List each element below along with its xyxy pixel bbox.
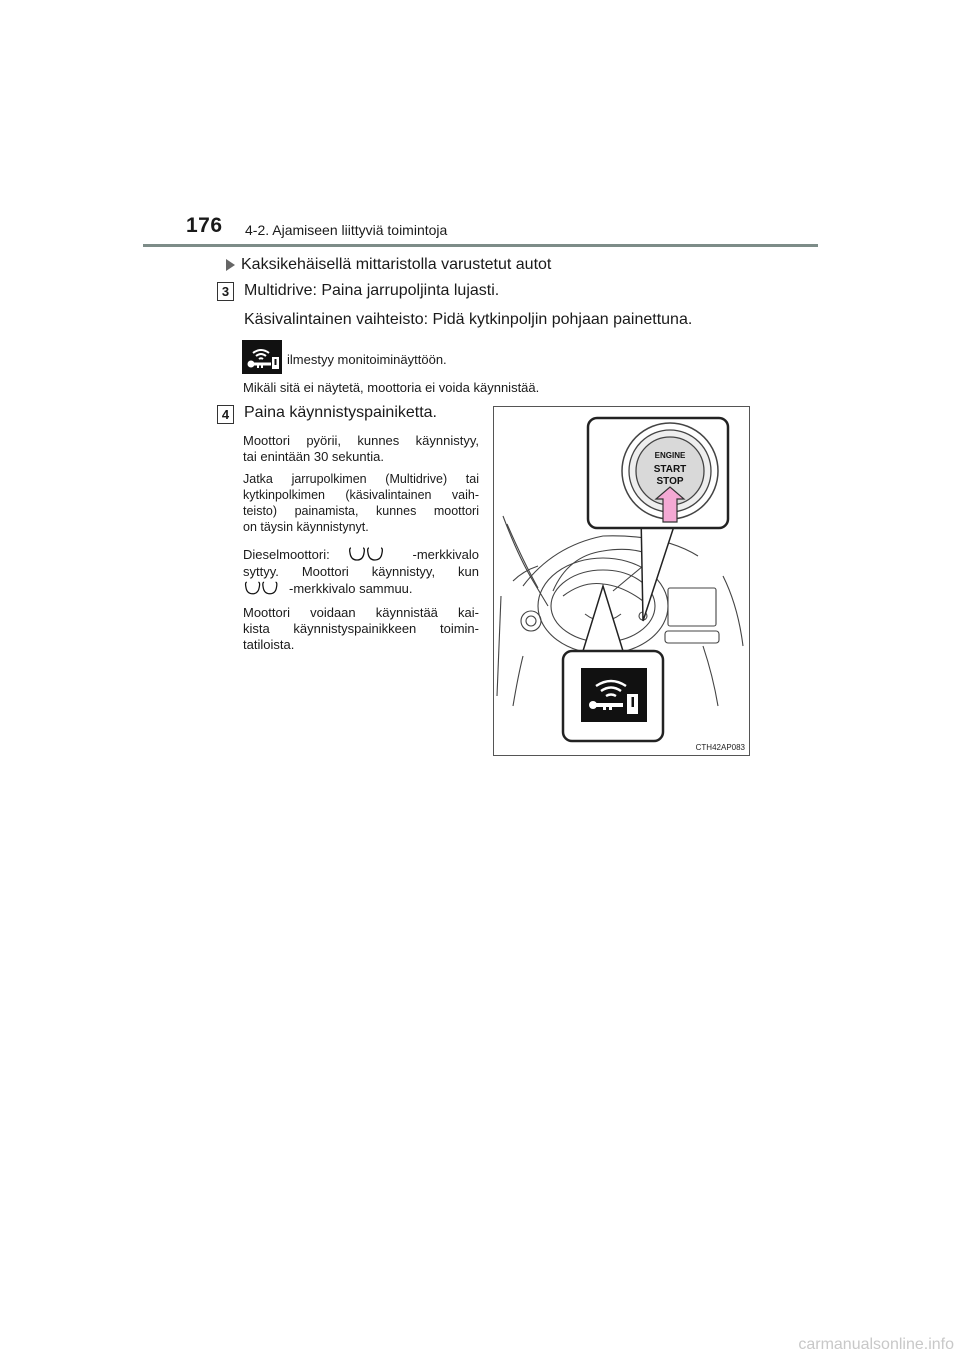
step4-para3	[243, 546, 479, 598]
step3-line1: Multidrive: Paina jarrupoljinta lujasti.	[244, 282, 500, 299]
step3-note: Mikäli sitä ei näytetä, moottoria ei voida käynnistää.	[243, 380, 540, 395]
step4-para1-line1: Moottori pyörii, kunnes käynnistyy,	[243, 433, 479, 448]
step3-icon-text: ilmestyy monitoiminäyttöön.	[287, 352, 447, 367]
step4-para2-line4: on täysin käynnistynyt.	[243, 520, 369, 534]
step4-para2-line2: kytkinpolkimen (käsivalintainen vaih-	[243, 488, 479, 502]
step4-para4-line1: Moottori voidaan käynnistää kai-	[243, 605, 479, 620]
glow-plug-icon	[347, 546, 395, 564]
step4-title: Paina käynnistyspainiketta.	[244, 404, 437, 421]
step4-para3-line2: syttyy. Moottori käynnistyy, kun	[243, 564, 479, 579]
step4-para4-line3: tatiloista.	[243, 637, 295, 652]
subheading-text: Kaksikehäisellä mittaristolla varustetut autot	[241, 256, 552, 273]
step3-line2: Käsivalintainen vaihteisto: Pidä kytkinpoljin pohjaan painettuna.	[244, 311, 693, 328]
step-number-3: 3	[217, 282, 234, 301]
section-title: 4-2. Ajamiseen liittyviä toimintoja	[245, 222, 448, 238]
step4-para2-line1: Jatka jarrupolkimen (Multidrive) tai	[243, 472, 479, 486]
button-label-start: START	[653, 464, 687, 475]
step4-para3-line1	[243, 546, 479, 564]
subheading	[226, 256, 551, 274]
button-label-engine: ENGINE	[654, 451, 686, 460]
step4-para2-line3: teisto) painamista, kunnes moottori	[243, 504, 479, 518]
step4-para3-suffix: -merkkivalo	[412, 547, 479, 562]
watermark: carmanualsonline.info	[798, 1336, 954, 1353]
glow-plug-icon	[243, 580, 289, 598]
illustration-code: CTH42AP083	[695, 743, 745, 752]
triangle-bullet-icon	[226, 259, 235, 271]
key-wireless-icon	[242, 340, 282, 374]
header-divider	[143, 244, 818, 247]
step4-para1-line2: tai enintään 30 sekuntia.	[243, 449, 384, 464]
step4-para3-line3-text: -merkkivalo sammuu.	[289, 581, 413, 596]
step4-para3-label: Dieselmoottori:	[243, 547, 330, 562]
step4-para4-line2: kista käynnistyspainikkeen toimin-	[243, 621, 479, 636]
step4-para4	[243, 605, 479, 653]
step4-para1	[243, 433, 479, 465]
page-number: 176	[186, 214, 223, 237]
step4-para2	[243, 471, 479, 535]
step4-para3-line3	[243, 580, 479, 598]
engine-start-illustration	[493, 406, 750, 756]
button-label-stop: STOP	[656, 476, 684, 487]
step-number-4: 4	[217, 405, 234, 424]
